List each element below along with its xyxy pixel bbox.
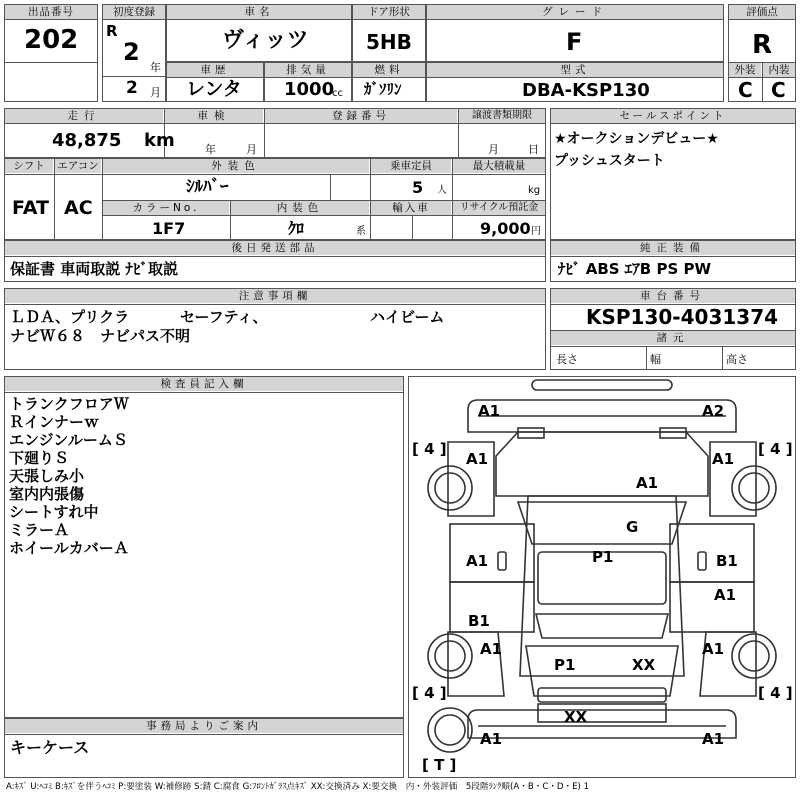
inspector-note: シートすれ中 bbox=[9, 503, 99, 521]
history-label: 車歴 bbox=[167, 63, 263, 77]
exterior-grade-label: 外装 bbox=[729, 63, 761, 77]
sales-label: セールスポイント bbox=[551, 109, 795, 123]
wheel-front-left bbox=[428, 466, 472, 510]
import-label: 輸入車 bbox=[371, 201, 451, 215]
damage-label: P1 bbox=[554, 656, 576, 674]
notes-line-1a: ＬＤＡ、プリクラ bbox=[10, 308, 130, 326]
exterior-grade-value: C bbox=[738, 78, 753, 102]
legend: A:ｷｽﾞ U:ﾍｺﾐ B:ｷｽﾞを伴うﾍｺﾐ P:要塗装 W:補修跡 S:錆 C:腐食 G:ﾌﾛﾝﾄｶﾞﾗｽ点ｷｽﾞ XX:交換済み X:要交換 内・外装評価 5段階ﾗﾝｸ順(A・B・C・D・E) 1 bbox=[6, 782, 590, 792]
damage-label: A1 bbox=[466, 552, 489, 570]
int-color-label: 内装色 bbox=[231, 201, 369, 215]
damage-label: P1 bbox=[592, 548, 614, 566]
equipment-label: 純正装備 bbox=[551, 241, 795, 255]
reg-no-label: 登録番号 bbox=[265, 109, 457, 123]
ext-color-value: ｼﾙﾊﾞｰ bbox=[186, 177, 229, 197]
office-value: キーケース bbox=[10, 738, 90, 757]
specs-label: 諸元 bbox=[551, 331, 795, 345]
ext-color-label: 外装色 bbox=[103, 159, 369, 173]
damage-label: XX bbox=[632, 656, 656, 674]
sales-line-2: プッシュスタート bbox=[554, 153, 665, 169]
wheel-rear-right bbox=[732, 634, 776, 678]
mirror-left bbox=[498, 552, 506, 570]
body-center bbox=[520, 496, 684, 676]
rear-bumper-strip bbox=[538, 688, 666, 702]
specs-height: 高さ bbox=[726, 353, 748, 366]
int-color-unit: 系 bbox=[356, 226, 366, 237]
right-rear-door bbox=[670, 582, 754, 632]
car-diagram bbox=[408, 376, 796, 778]
capacity-label: 乗車定員 bbox=[371, 159, 451, 173]
inspector-note: 下廻りＳ bbox=[9, 449, 70, 467]
left-front-door bbox=[450, 524, 534, 582]
capacity-value: 5 bbox=[412, 178, 424, 197]
model-value: DBA-KSP130 bbox=[522, 80, 650, 101]
tire-tread: [ 4 ] bbox=[412, 440, 447, 458]
history-value: レンタ bbox=[186, 78, 242, 100]
hood bbox=[496, 432, 708, 496]
color-no-label: カラーNo. bbox=[103, 201, 229, 215]
shaken-month-unit: 月 bbox=[246, 143, 257, 156]
damage-label: B1 bbox=[716, 552, 738, 570]
inspector-notes-list bbox=[9, 395, 129, 557]
fuel-label: 燃料 bbox=[353, 63, 425, 77]
recycle-label: リサイクル預託金 bbox=[453, 201, 545, 215]
damage-label: A2 bbox=[702, 402, 725, 420]
model-label: 型式 bbox=[427, 63, 723, 77]
tire-tread: [ T ] bbox=[422, 756, 457, 774]
car-name-label: 車名 bbox=[167, 5, 351, 19]
rear-panel bbox=[538, 704, 666, 722]
first-reg-year: 2 bbox=[123, 38, 140, 66]
notes-line-1c: ハイビーム bbox=[370, 308, 445, 326]
displacement-unit: cc bbox=[332, 88, 343, 99]
displacement-value: 1000 bbox=[284, 79, 335, 100]
chassis-value: KSP130-4031374 bbox=[586, 305, 779, 329]
first-reg-label: 初度登録 bbox=[103, 5, 165, 19]
shift-label: シフト bbox=[5, 159, 53, 173]
inspector-label: 検査員記入欄 bbox=[5, 377, 403, 391]
aircon-value: AC bbox=[64, 197, 93, 219]
left-rear-door bbox=[450, 582, 534, 632]
notes-line-1b: セーフティ、 bbox=[180, 308, 268, 326]
damage-label: A1 bbox=[636, 474, 659, 492]
rear-bumper bbox=[468, 710, 736, 738]
tire-tread: [ 4 ] bbox=[758, 684, 793, 702]
shaken-year-unit: 年 bbox=[205, 143, 216, 156]
int-color-value: ｸﾛ bbox=[288, 219, 305, 238]
transfer-month-unit: 月 bbox=[488, 143, 499, 156]
damage-label: B1 bbox=[468, 612, 490, 630]
score-label: 評価点 bbox=[729, 5, 795, 19]
displacement-label: 排気量 bbox=[265, 63, 351, 77]
interior-grade-label: 内装 bbox=[763, 63, 795, 77]
mirror-right bbox=[698, 552, 706, 570]
recycle-value: 9,000 bbox=[480, 219, 531, 238]
later-value: 保証書 車両取説 ﾅﾋﾞ取説 bbox=[10, 260, 178, 278]
inspector-note: トランクフロアＷ bbox=[9, 395, 129, 413]
mileage-unit: km bbox=[144, 130, 175, 151]
damage-label: A1 bbox=[478, 402, 501, 420]
shift-value: FAT bbox=[12, 197, 49, 219]
transfer-label: 譲渡書類期限 bbox=[459, 109, 545, 123]
damage-label: A1 bbox=[466, 450, 489, 468]
capacity-unit: 人 bbox=[437, 185, 447, 196]
mileage-value: 48,875 bbox=[52, 130, 122, 151]
front-bumper-strip bbox=[532, 380, 672, 390]
sales-line-1: ★オークションデビュー★ bbox=[554, 131, 719, 147]
chassis-label: 車台番号 bbox=[551, 289, 795, 303]
grade-label: グレード bbox=[427, 5, 723, 19]
fuel-value: ｶﾞｿﾘﾝ bbox=[364, 80, 402, 98]
damage-label: A1 bbox=[702, 640, 725, 658]
lot-label: 出品番号 bbox=[5, 5, 97, 19]
inspector-note: ミラーＡ bbox=[9, 521, 70, 539]
load-unit: kg bbox=[528, 185, 541, 196]
interior-grade-value: C bbox=[771, 78, 786, 102]
inspector-note: 天張しみ小 bbox=[9, 467, 85, 485]
damage-label: A1 bbox=[480, 640, 503, 658]
first-reg-month: 2 bbox=[126, 78, 138, 98]
color-no-value: 1F7 bbox=[152, 219, 186, 238]
damage-label: A1 bbox=[702, 730, 725, 748]
inspector-note: ホイールカバーＡ bbox=[9, 539, 129, 557]
first-reg-year-unit: 年 bbox=[150, 61, 161, 74]
grade-value: F bbox=[566, 28, 583, 56]
right-front-door bbox=[670, 524, 754, 582]
damage-label: A1 bbox=[714, 586, 737, 604]
wheel-spare bbox=[428, 708, 472, 752]
inspector-note: Ｒインナーｗ bbox=[9, 413, 100, 431]
mileage-label: 走行 bbox=[5, 109, 163, 123]
damage-label: G bbox=[626, 518, 639, 536]
wheel-front-right bbox=[732, 466, 776, 510]
score-value: R bbox=[752, 30, 773, 60]
damage-label: A1 bbox=[480, 730, 503, 748]
specs-length: 長さ bbox=[556, 353, 578, 366]
office-label: 事務局よりご案内 bbox=[5, 719, 403, 733]
later-label: 後日発送部品 bbox=[5, 241, 545, 255]
transfer-day-unit: 日 bbox=[528, 143, 539, 156]
first-reg-month-unit: 月 bbox=[150, 86, 161, 99]
inspector-note: エンジンルームＳ bbox=[9, 431, 128, 449]
sales-box bbox=[550, 108, 796, 240]
notes-label: 注意事項欄 bbox=[5, 289, 545, 303]
damage-label: XX bbox=[564, 708, 588, 726]
tire-tread: [ 4 ] bbox=[412, 684, 447, 702]
car-name-value: ヴィッツ bbox=[222, 28, 309, 53]
rear-window bbox=[536, 614, 668, 638]
tire-tread: [ 4 ] bbox=[758, 440, 793, 458]
wheel-rear-left bbox=[428, 634, 472, 678]
damage-label: A1 bbox=[712, 450, 735, 468]
door-value: 5HB bbox=[366, 30, 412, 54]
recycle-unit: 円 bbox=[531, 226, 541, 237]
shaken-label: 車検 bbox=[165, 109, 263, 123]
first-reg-era: R bbox=[106, 22, 118, 40]
equipment-value: ﾅﾋﾞ ABS ｴｱB PS PW bbox=[558, 260, 712, 278]
door-label: ドア形状 bbox=[353, 5, 425, 19]
specs-width: 幅 bbox=[650, 353, 661, 366]
aircon-label: エアコン bbox=[55, 159, 101, 173]
load-label: 最大積載量 bbox=[453, 159, 545, 173]
inspector-note: 室内内張傷 bbox=[9, 485, 85, 503]
windshield bbox=[518, 502, 686, 544]
lot-number: 202 bbox=[24, 25, 79, 55]
notes-line-2: ナビＷ６８ ナビパス不明 bbox=[10, 327, 191, 345]
